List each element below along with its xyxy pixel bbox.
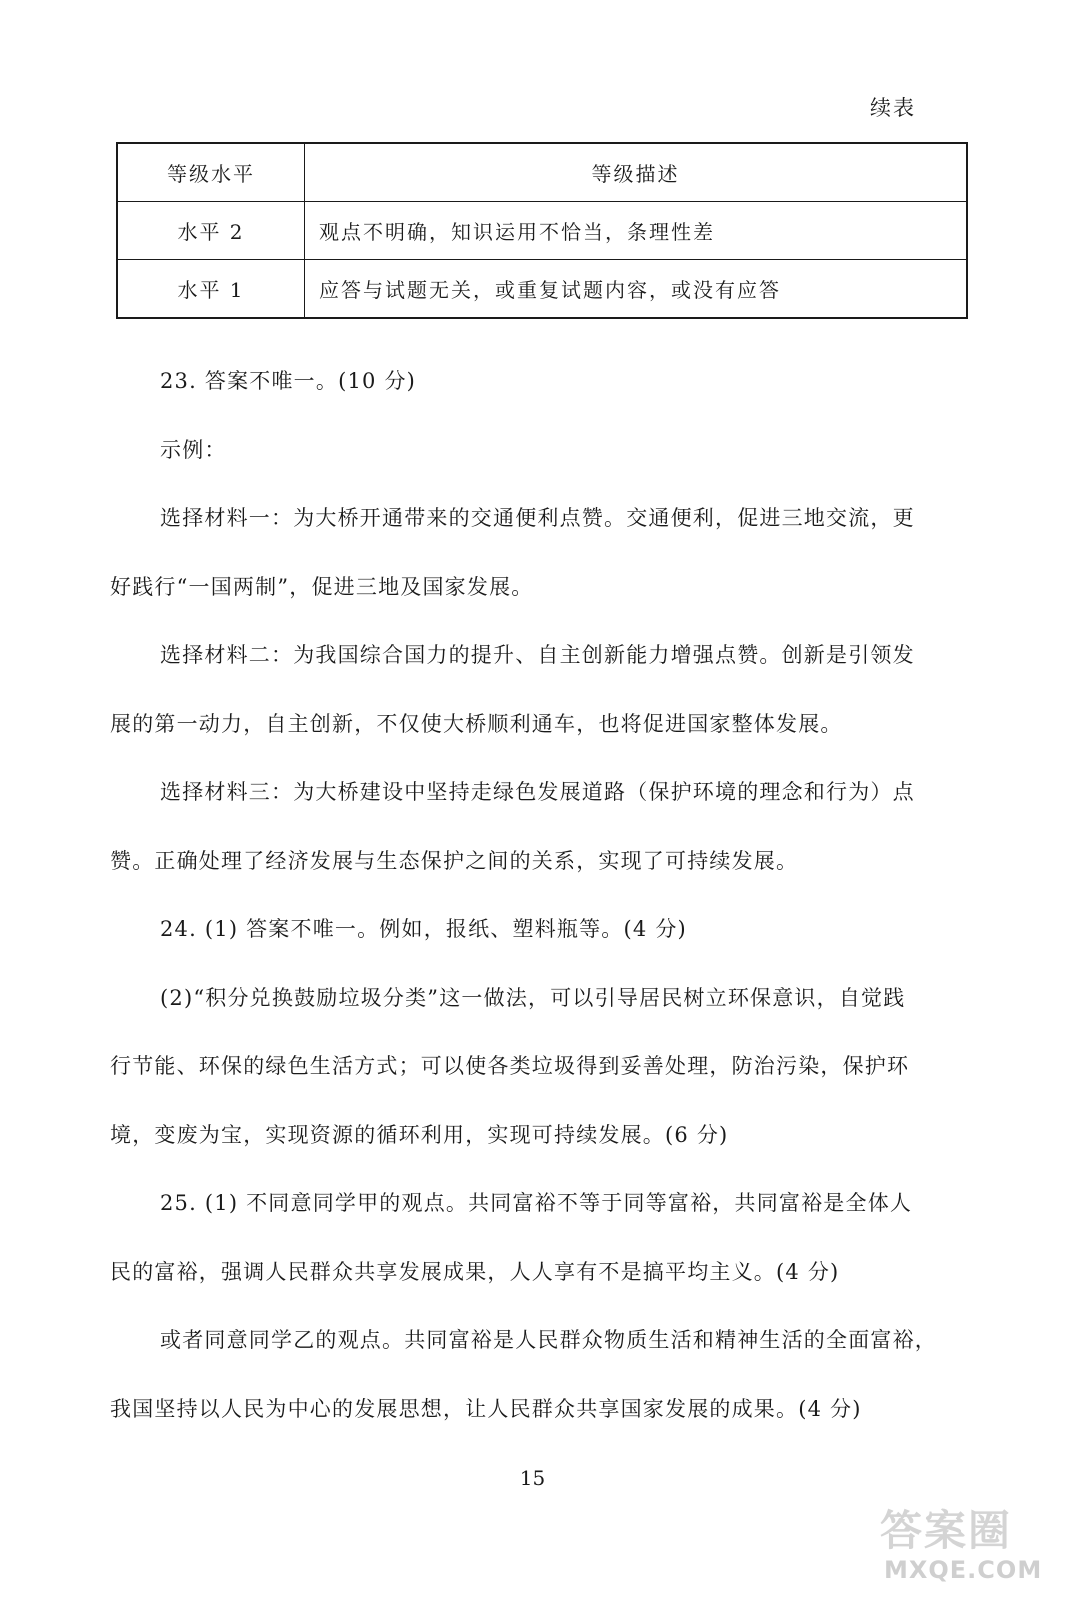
text-line: 民的富裕，强调人民群众共享发展成果，人人享有不是搞平均主义。(4 分): [110, 1259, 840, 1284]
cell-level: 水平 1: [117, 260, 305, 319]
text-line: 好践行“一国两制”，促进三地及国家发展。: [110, 574, 534, 599]
table-header-row: [117, 143, 967, 202]
text-line: 或者同意同学乙的观点。共同富裕是人民群众物质生活和精神生活的全面富裕，: [160, 1328, 937, 1352]
text-line: (2)“积分兑换鼓励垃圾分类”这一做法，可以引导居民树立环保意识，自觉践: [160, 985, 906, 1010]
text-line: 我国坚持以人民为中心的发展思想，让人民群众共享国家发展的成果。(4 分): [110, 1396, 862, 1421]
cell-description: 观点不明确，知识运用不恰当，条理性差: [305, 202, 968, 260]
table-row: [117, 260, 967, 319]
page-number: 15: [519, 1466, 546, 1490]
text-line: 示例：: [160, 437, 227, 462]
grade-level-table: [116, 142, 968, 319]
text-line: 选择材料二：为我国综合国力的提升、自主创新能力增强点赞。创新是引领发: [160, 643, 915, 667]
answer-content: [110, 356, 968, 1452]
header-grade-level: 等级水平: [117, 143, 305, 202]
text-line: 展的第一动力，自主创新，不仅使大桥顺利通车，也将促进国家整体发展。: [110, 711, 843, 736]
watermark-site-text: MXQE.COM: [884, 1556, 1043, 1584]
text-line: 选择材料三：为大桥建设中坚持走绿色发展道路（保护环境的理念和行为）点: [160, 780, 915, 804]
text-line: 行节能、环保的绿色生活方式；可以使各类垃圾得到妥善处理，防治污染，保护环: [110, 1054, 910, 1078]
text-line: 赞。正确处理了经济发展与生态保护之间的关系，实现了可持续发展。: [110, 848, 799, 873]
text-line: 24. (1) 答案不唯一。例如，报纸、塑料瓶等。(4 分): [160, 917, 687, 941]
text-line: 选择材料一：为大桥开通带来的交通便利点赞。交通便利，促进三地交流，更: [160, 506, 915, 530]
cell-description: 应答与试题无关，或重复试题内容，或没有应答: [305, 260, 968, 319]
cell-level: 水平 2: [117, 202, 305, 260]
table-row: [117, 202, 967, 260]
text-line: 境，变废为宝，实现资源的循环利用，实现可持续发展。(6 分): [110, 1122, 729, 1147]
watermark-logo: [870, 1498, 1060, 1594]
header-grade-description: 等级描述: [305, 143, 968, 202]
watermark-logo-text: 答案圈: [880, 1506, 1013, 1555]
text-line: 23. 答案不唯一。(10 分): [160, 369, 417, 393]
text-line: 25. (1) 不同意同学甲的观点。共同富裕不等于同等富裕，共同富裕是全体人: [160, 1191, 913, 1215]
continued-label: 续表: [870, 96, 916, 120]
